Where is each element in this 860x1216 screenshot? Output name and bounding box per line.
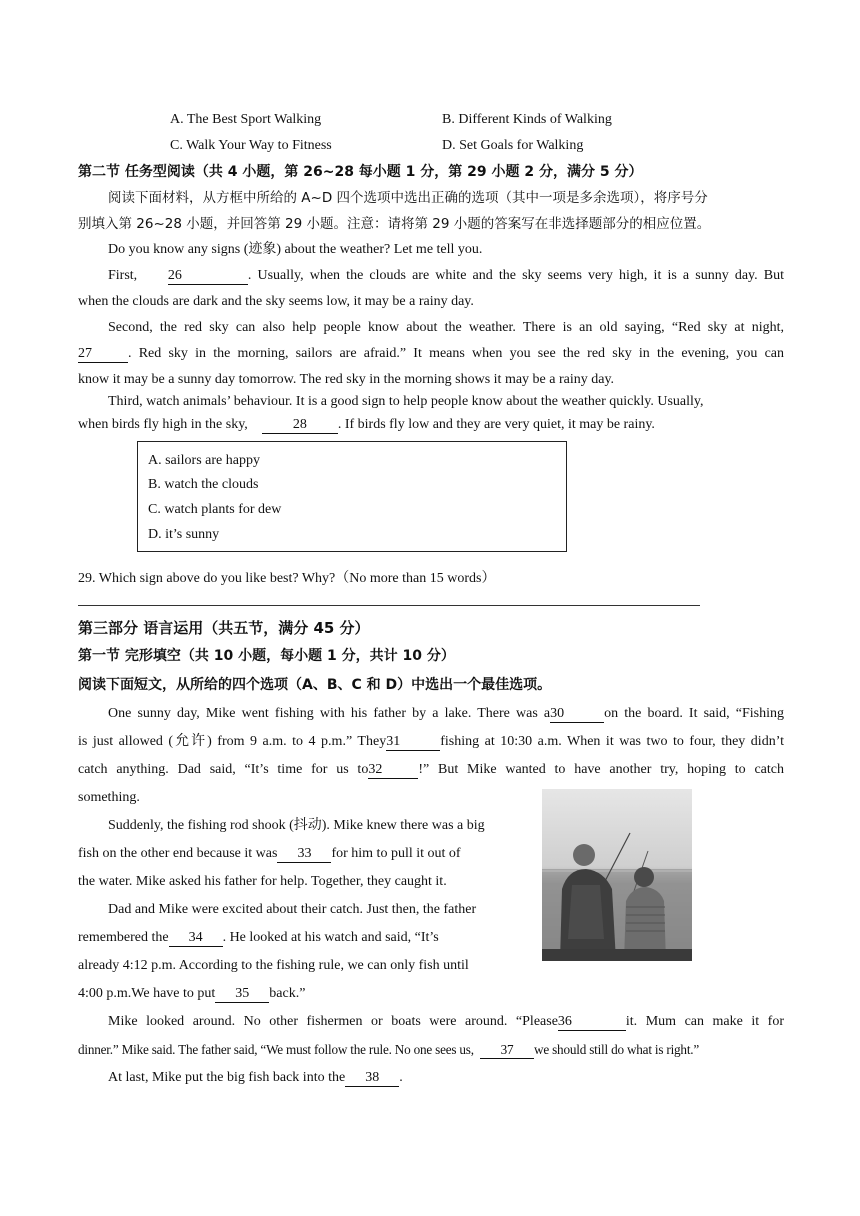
paragraph-line: already 4:12 p.m. According to the fishing rule, we can only fish until <box>78 958 469 973</box>
box-option: C. watch plants for dew <box>148 502 282 517</box>
paragraph-line <box>78 705 784 723</box>
paragraph-line: Third, watch animals’ behaviour. It is a good sign to help people know about the weather quickly. Usually, <box>108 394 704 409</box>
section-heading: 第二节 任务型阅读（共 4 小题，第 26~28 每小题 1 分，第 29 小题 2 分，满分 5 分） <box>78 164 643 180</box>
fishing-photo-image <box>542 789 692 961</box>
instructions-line: 阅读下面短文，从所给的四个选项（A、B、C 和 D）中选出一个最佳选项。 <box>78 677 552 693</box>
paragraph-line <box>78 267 784 285</box>
paragraph-line: Do you know any signs (迹象) about the weather? Let me tell you. <box>108 242 483 257</box>
option-c: C. Walk Your Way to Fitness <box>170 138 332 153</box>
box-option: A. sailors are happy <box>148 453 260 468</box>
paragraph-line <box>78 345 784 363</box>
paragraph-line <box>78 733 784 751</box>
paragraph-text: . He looked at his watch and said, “It’s <box>222 930 439 945</box>
paragraph-text: fishing at 10:30 a.m. When it was two to four, they didn’t <box>440 734 784 749</box>
paragraph-text: !” But Mike wanted to have another try, hoping to catch <box>418 762 784 777</box>
paragraph-text: . <box>399 1070 403 1085</box>
paragraph-text: One sunny day, Mike went fishing with his father by a lake. There was a <box>108 706 551 721</box>
paragraph-text: on the board. It said, “Fishing <box>604 706 784 721</box>
paragraph-text: At last, Mike put the big fish back into the <box>108 1070 346 1085</box>
paragraph-line: when the clouds are dark and the sky seems low, it may be a rainy day. <box>78 294 474 309</box>
paragraph-text: remembered the <box>78 930 169 945</box>
paragraph-line: Dad and Mike were excited about their catch. Just then, the father <box>108 902 477 917</box>
paragraph-text: catch anything. Dad said, “It’s time for us to <box>78 762 369 777</box>
blank-30: 30 <box>550 706 604 723</box>
blank-33: 33 <box>277 846 331 863</box>
paragraph-line <box>78 416 655 434</box>
fishing-photo <box>542 789 692 961</box>
blank-36: 36 <box>558 1014 626 1031</box>
paragraph-line <box>78 1041 699 1059</box>
paragraph-text: is just allowed (允许) from 9 a.m. to 4 p.m.” They <box>78 734 387 749</box>
blank-38: 38 <box>345 1070 399 1087</box>
part-heading: 第三部分 语言运用（共五节，满分 45 分） <box>78 619 370 637</box>
box-option: D. it’s sunny <box>148 527 220 542</box>
instructions-line: 阅读下面材料，从方框中所给的 A~D 四个选项中选出正确的选项（其中一项是多余选项），将序号分 <box>108 190 708 206</box>
paragraph-line <box>78 761 784 779</box>
blank-34: 34 <box>169 930 223 947</box>
blank-32: 32 <box>368 762 418 779</box>
blank-31: 31 <box>386 734 440 751</box>
blank-27: 27 <box>78 346 128 363</box>
paragraph-text: . If birds fly low and they are very quiet, it may be rainy. <box>337 417 655 432</box>
paragraph-line: Suddenly, the fishing rod shook (抖动). Mike knew there was a big <box>108 818 485 833</box>
paragraph-line <box>78 985 305 1003</box>
answer-line <box>78 605 700 606</box>
option-b: B. Different Kinds of Walking <box>442 112 612 127</box>
instructions-line: 别填入第 26~28 小题，并回答第 29 小题。注意：请将第 29 小题的答案写在非选择题部分的相应位置。 <box>78 216 711 232</box>
paragraph-text: 4:00 p.m.We have to put <box>78 986 216 1001</box>
blank-26: 26 <box>168 268 248 285</box>
question-29: 29. Which sign above do you like best? Why?（No more than 15 words） <box>78 571 496 586</box>
blank-28: 28 <box>262 417 338 434</box>
paragraph-line <box>78 845 461 863</box>
paragraph-text: dinner.” Mike said. The father said, “We must follow the rule. No one sees us, <box>78 1042 474 1057</box>
paragraph-text: we should still do what is right.” <box>534 1042 700 1057</box>
paragraph-line: Second, the red sky can also help people know about the weather. There is an old saying, “Red sky at night, <box>108 320 784 335</box>
paragraph-text: . Red sky in the morning, sailors are afraid.” It means when you see the red sky in the evening, you can <box>128 346 784 361</box>
paragraph-line <box>108 1069 403 1087</box>
paragraph-text: it. Mum can make it for <box>625 1014 784 1029</box>
paragraph-line: something. <box>78 790 140 805</box>
option-d: D. Set Goals for Walking <box>442 138 584 153</box>
section-heading: 第一节 完形填空（共 10 小题，每小题 1 分，共计 10 分） <box>78 648 455 664</box>
blank-37: 37 <box>480 1042 534 1059</box>
blank-35: 35 <box>215 986 269 1003</box>
paragraph-text: for him to pull it out of <box>331 846 461 861</box>
paragraph-line <box>78 929 439 947</box>
paragraph-line: the water. Mike asked his father for help. Together, they caught it. <box>78 874 447 889</box>
box-option: B. watch the clouds <box>148 477 259 492</box>
paragraph-text: . Usually, when the clouds are white and the sky seems very high, it is a sunny day. But <box>247 268 784 283</box>
option-a: A. The Best Sport Walking <box>170 112 322 127</box>
paragraph-text: fish on the other end because it was <box>78 846 278 861</box>
paragraph-line <box>78 1013 784 1031</box>
paragraph-text: First, <box>108 268 138 283</box>
paragraph-line: know it may be a sunny day tomorrow. The red sky in the morning shows it may be a rainy day. <box>78 372 615 387</box>
paragraph-text: back.” <box>269 986 306 1001</box>
options-box <box>137 441 567 552</box>
paragraph-text: when birds fly high in the sky, <box>78 417 248 432</box>
paragraph-text: Mike looked around. No other fishermen or boats were around. “Please <box>108 1014 558 1029</box>
